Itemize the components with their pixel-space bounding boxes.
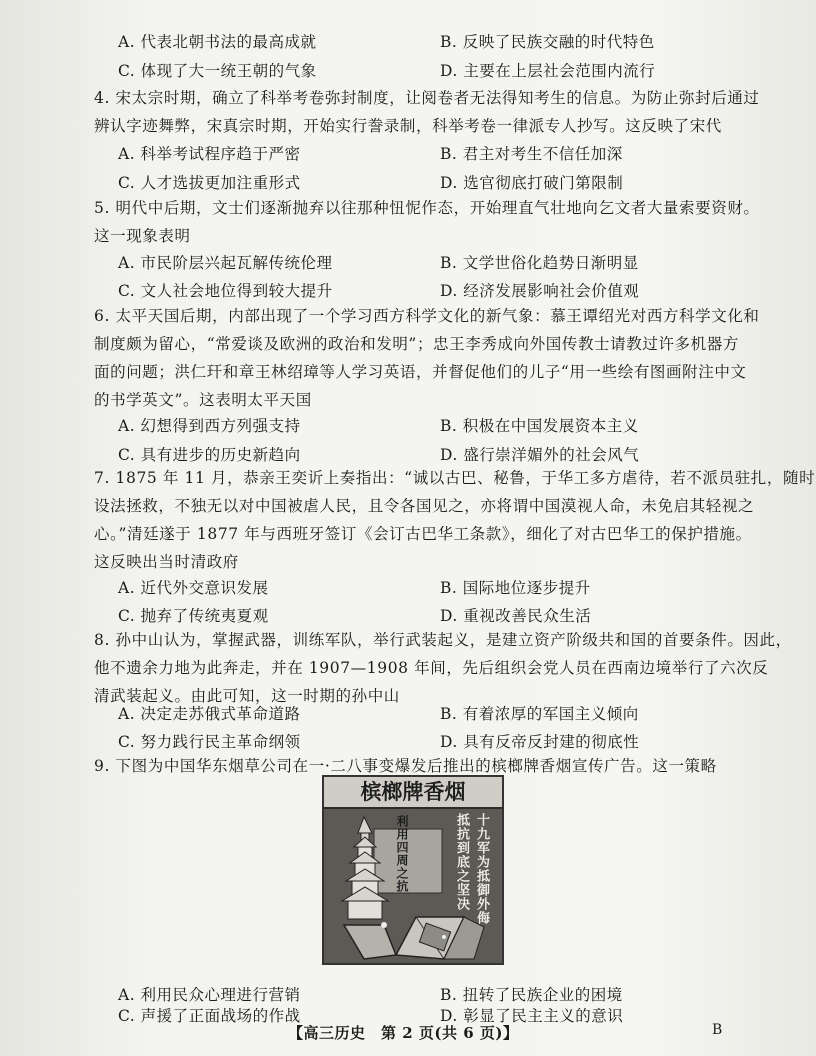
q5-options-row1: [0, 251, 816, 277]
q9-option-a[interactable]: A. 利用民众心理进行营销: [118, 986, 301, 1004]
q7-option-a[interactable]: A. 近代外交意识发展: [118, 579, 269, 597]
q6-option-b[interactable]: B. 积极在中国发展资本主义: [440, 417, 639, 435]
q3-option-c[interactable]: C. 体现了大一统王朝的气象: [118, 62, 317, 80]
ad-slogan-col2: 抵抗到底之坚决: [454, 813, 469, 911]
q8-stem-line: 8. 孙中山认为，掌握武器，训练军队，举行武装起义，是建立资产阶级共和国的首要条件。因此，: [94, 631, 792, 649]
version-mark: B: [712, 1022, 723, 1038]
q6-options-row1: [0, 414, 816, 440]
q8-options-row1: [0, 702, 816, 728]
q6-option-d[interactable]: D. 盛行崇洋媚外的社会风气: [440, 446, 640, 464]
q6-stem: [94, 302, 760, 414]
q3-option-d[interactable]: D. 主要在上层社会范围内流行: [440, 62, 656, 80]
q6-option-a[interactable]: A. 幻想得到西方列强支持: [118, 417, 301, 435]
q8-option-d[interactable]: D. 具有反帝反封建的彻底性: [440, 733, 640, 751]
q7-stem-line: 这反映出当时清政府: [94, 553, 239, 571]
q8-option-a[interactable]: A. 决定走苏俄式革命道路: [118, 705, 301, 723]
q8-stem: [94, 626, 792, 710]
q4-stem-line: 辨认字迹舞弊，宋真宗时期，开始实行誊录制，科举考卷一律派专人抄写。这反映了宋代: [94, 117, 722, 135]
q9-option-b[interactable]: B. 扭转了民族企业的困境: [440, 986, 623, 1004]
q7-options-row1: [0, 576, 816, 602]
q6-stem-line: 的书学英文”。这表明太平天国: [94, 391, 312, 409]
q4-stem-line: 4. 宋太宗时期，确立了科举考卷弥封制度，让阅卷者无法得知考生的信息。为防止弥封后通过: [94, 89, 760, 107]
q8-stem-line: 清武装起义。由此可知，这一时期的孙中山: [94, 687, 400, 705]
q9-stem-line: 9. 下图为中国华东烟草公司在一·二八事变爆发后推出的槟榔牌香烟宣传广告。这一策略: [94, 757, 717, 775]
q7-option-c[interactable]: C. 抛弃了传统夷夏观: [118, 607, 269, 625]
q6-option-c[interactable]: C. 具有进步的历史新趋向: [118, 446, 301, 464]
q5-stem: [94, 194, 760, 250]
q4-options-row1: [0, 142, 816, 168]
q3-options-row2: [0, 59, 816, 85]
q4-option-c[interactable]: C. 人才选拔更加注重形式: [118, 174, 301, 192]
q7-option-b[interactable]: B. 国际地位逐步提升: [440, 579, 591, 597]
q5-option-c[interactable]: C. 文人社会地位得到较大提升: [118, 282, 333, 300]
q7-stem-line: 心。”清廷遂于 1877 年与西班牙签订《会订古巴华工条款》，细化了对古巴华工的保护措施。: [94, 525, 752, 543]
cigarette-ad-image: [322, 775, 504, 965]
q8-option-b[interactable]: B. 有着浓厚的军国主义倾向: [440, 705, 639, 723]
q8-stem-line: 他不遗余力地为此奔走，并在 1907—1908 年间，先后组织会党人员在西南边境举行了六次反: [94, 659, 769, 677]
q6-stem-line: 制度颇为留心，“常爱谈及欧洲的政治和发明”；忠王李秀成向外国传教士请教过许多机器方: [94, 335, 739, 353]
q4-option-d[interactable]: D. 选官彻底打破门第限制: [440, 174, 624, 192]
q5-option-d[interactable]: D. 经济发展影响社会价值观: [440, 282, 640, 300]
q6-stem-line: 面的问题；洪仁玕和章王林绍璋等人学习英语，并督促他们的儿子“用一些绘有图画附注中文: [94, 363, 747, 381]
q4-option-b[interactable]: B. 君主对考生不信任加深: [440, 145, 623, 163]
q5-option-a[interactable]: A. 市民阶层兴起瓦解传统伦理: [118, 254, 333, 272]
q8-option-c[interactable]: C. 努力践行民主革命纲领: [118, 733, 301, 751]
q7-stem: [94, 464, 816, 576]
q7-option-d[interactable]: D. 重视改善民众生活: [440, 607, 592, 625]
ad-slogan-col3: 利用四周之抗: [395, 815, 409, 893]
q5-stem-line: 5. 明代中后期，文士们逐渐抛弃以往那种忸怩作态，开始理直气壮地向乞文者大量索要资财。: [94, 199, 760, 217]
ad-slogan-col1: 十九军为抵御外侮: [474, 813, 489, 925]
q9-option-d[interactable]: D. 彰显了民主主义的意识: [440, 1007, 624, 1025]
q3-option-b[interactable]: B. 反映了民族交融的时代特色: [440, 33, 655, 51]
q6-stem-line: 6. 太平天国后期，内部出现了一个学习西方科学文化的新气象：慕王谭绍光对西方科学文化和: [94, 307, 760, 325]
q5-stem-line: 这一现象表明: [94, 227, 191, 245]
q5-option-b[interactable]: B. 文学世俗化趋势日渐明显: [440, 254, 639, 272]
page-footer: 【高三历史 第 2 页(共 6 页)】: [288, 1024, 519, 1042]
q3-option-a[interactable]: A. 代表北朝书法的最高成就: [118, 33, 317, 51]
q9-option-c[interactable]: C. 声援了正面战场的作战: [118, 1007, 301, 1025]
q3-options-row1: [0, 30, 816, 56]
q7-stem-line: 设法拯救，不独无以对中国被虐人民，且令各国见之，亦将谓中国漠视人命，未免启其轻视之: [94, 497, 755, 515]
q4-option-a[interactable]: A. 科举考试程序趋于严密: [118, 145, 301, 163]
q7-stem-line: 7. 1875 年 11 月，恭亲王奕䜣上奏指出：“诚以古巴、秘鲁，于华工多方虐待，若不派员驻扎，随时: [94, 469, 816, 487]
q4-stem: [94, 84, 760, 140]
ad-brand-banner: 槟榔牌香烟: [324, 777, 502, 809]
